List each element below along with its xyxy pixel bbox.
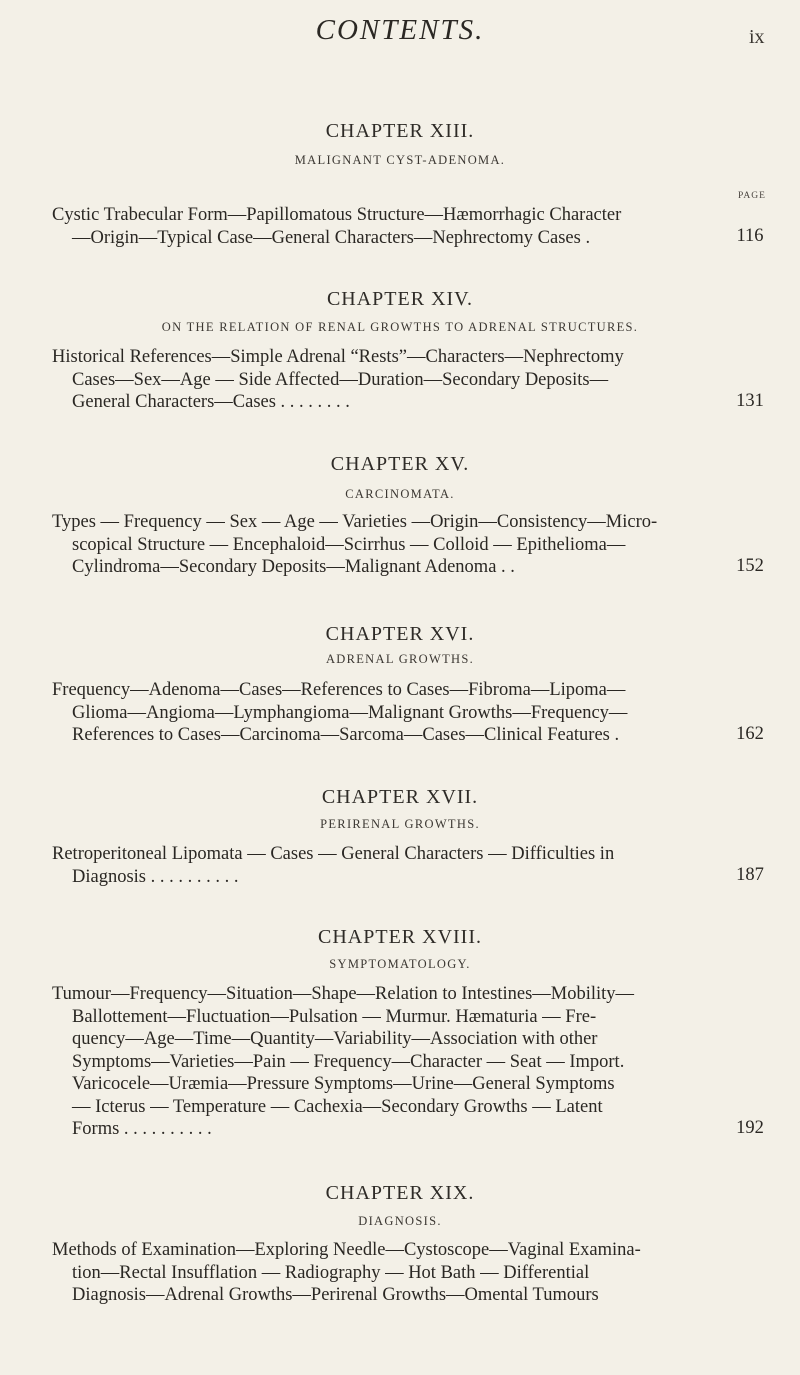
chapter-subtitle: SYMPTOMATOLOGY. bbox=[329, 957, 471, 971]
contents-line: Retroperitoneal Lipomata — Cases — General Characters — Difficulties in bbox=[52, 844, 615, 864]
contents-line: Symptoms—Varieties—Pain — Frequency—Character — Seat — Import. bbox=[72, 1051, 625, 1072]
contents-line: Cylindroma—Secondary Deposits—Malignant Adenoma . . bbox=[72, 557, 515, 577]
chapter-title: CHAPTER XVIII. bbox=[318, 926, 482, 948]
chapter-contents bbox=[52, 983, 752, 1141]
page-number: 162 bbox=[736, 724, 764, 744]
chapter-title: CHAPTER XVI. bbox=[325, 623, 475, 645]
chapter-contents bbox=[52, 511, 752, 579]
contents-line: —Origin—Typical Case—General Characters—Nephrectomy Cases . bbox=[72, 227, 591, 248]
folio: ix bbox=[749, 26, 765, 48]
contents-line: Diagnosis . . . . . . . . . . bbox=[72, 866, 239, 887]
running-head: CONTENTS. bbox=[315, 14, 485, 46]
contents-line: Frequency—Adenoma—Cases—References to Cases—Fibroma—Lipoma— bbox=[52, 680, 626, 700]
chapter-subtitle: MALIGNANT CYST-ADENOMA. bbox=[294, 153, 506, 167]
chapter-subtitle: DIAGNOSIS. bbox=[358, 1214, 442, 1228]
page-number: 131 bbox=[736, 391, 764, 411]
chapter-contents bbox=[52, 346, 752, 414]
contents-line: Ballottement—Fluctuation—Pulsation — Murmur. Hæmaturia — Fre- bbox=[72, 1006, 597, 1027]
contents-line: Tumour—Frequency—Situation—Shape—Relation to Intestines—Mobility— bbox=[52, 984, 635, 1004]
chapter-title: CHAPTER XIII. bbox=[325, 120, 475, 142]
page-number: 192 bbox=[736, 1118, 764, 1138]
chapter-contents bbox=[52, 1239, 752, 1307]
contents-line: General Characters—Cases . . . . . . . . bbox=[72, 392, 350, 412]
chapter-subtitle: ADRENAL GROWTHS. bbox=[325, 652, 475, 666]
contents-line: Methods of Examination—Exploring Needle—Cystoscope—Vaginal Examina- bbox=[52, 1240, 641, 1260]
chapter-subtitle: CARCINOMATA. bbox=[345, 487, 455, 501]
contents-line: Historical References—Simple Adrenal “Rests”—Characters—Nephrectomy bbox=[52, 347, 624, 367]
contents-line: quency—Age—Time—Quantity—Variability—Association with other bbox=[72, 1029, 598, 1049]
chapter-title: CHAPTER XIX. bbox=[325, 1182, 475, 1204]
chapter-contents bbox=[52, 679, 752, 747]
contents-line: References to Cases—Carcinoma—Sarcoma—Cases—Clinical Features . bbox=[72, 725, 620, 745]
contents-line: Types — Frequency — Sex — Age — Varieties —Origin—Consistency—Micro- bbox=[52, 512, 658, 532]
page-column-label: PAGE bbox=[738, 191, 766, 201]
contents-line: Cystic Trabecular Form—Papillomatous Structure—Hæmorrhagic Character bbox=[52, 205, 622, 225]
contents-line: Forms . . . . . . . . . . bbox=[72, 1119, 212, 1139]
contents-line: scopical Structure — Encephaloid—Scirrhus — Colloid — Epithelioma— bbox=[72, 534, 626, 555]
chapter-subtitle: PERIRENAL GROWTHS. bbox=[320, 817, 480, 831]
chapter-contents bbox=[52, 204, 752, 249]
contents-line: Varicocele—Uræmia—Pressure Symptoms—Urine—General Symptoms bbox=[72, 1074, 615, 1094]
chapter-title: CHAPTER XVII. bbox=[321, 786, 479, 808]
contents-line: tion—Rectal Insufflation — Radiography — Hot Bath — Differential bbox=[72, 1262, 590, 1283]
chapter-subtitle: ON THE RELATION OF RENAL GROWTHS TO ADRENAL STRUCTURES. bbox=[161, 320, 639, 334]
page-number: 187 bbox=[736, 865, 764, 885]
page-number: 116 bbox=[736, 226, 764, 246]
chapter-title: CHAPTER XIV. bbox=[326, 288, 474, 310]
page-number: 152 bbox=[736, 556, 764, 576]
contents-line: — Icterus — Temperature — Cachexia—Secondary Growths — Latent bbox=[72, 1096, 603, 1117]
chapter-contents bbox=[52, 843, 752, 888]
contents-line: Glioma—Angioma—Lymphangioma—Malignant Growths—Frequency— bbox=[72, 702, 628, 723]
contents-line: Diagnosis—Adrenal Growths—Perirenal Growths—Omental Tumours bbox=[72, 1285, 599, 1305]
chapter-title: CHAPTER XV. bbox=[330, 453, 470, 475]
contents-line: Cases—Sex—Age — Side Affected—Duration—Secondary Deposits— bbox=[72, 369, 609, 390]
